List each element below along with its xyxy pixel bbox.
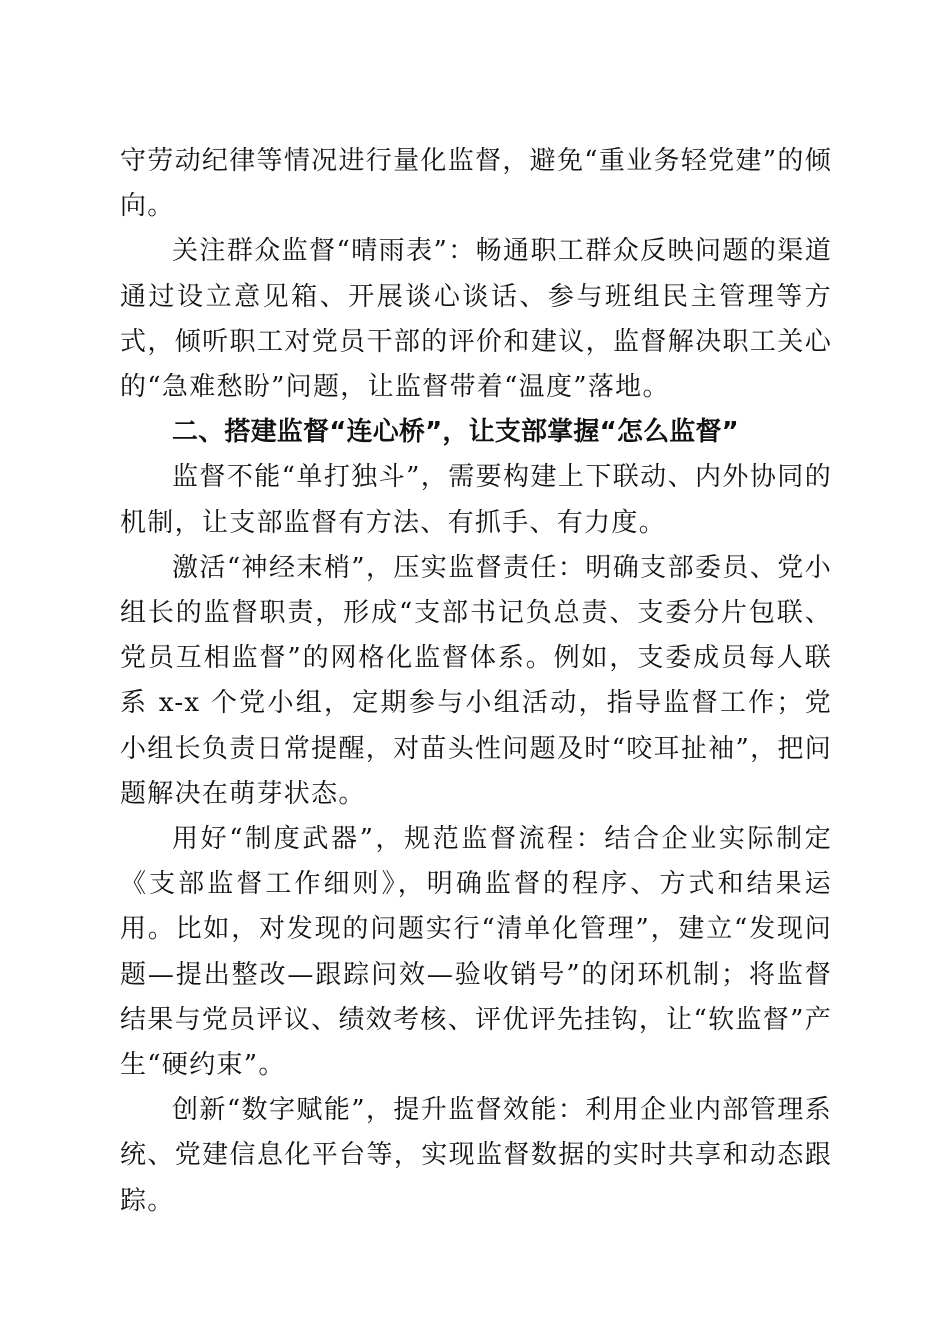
paragraph-mass-supervision: 关注群众监督“晴雨表”：畅通职工群众反映问题的渠道通过设立意见箱、开展谈心谈话、参与班组民主管理等方式，倾听职工对党员干部的评价和建议，监督解决职工关心的“急难愁盼”问题，让监督带着“温度”落地。 — [120, 236, 832, 403]
paragraph-responsibility: 激活“神经末梢”，压实监督责任：明确支部委员、党小组长的监督职责，形成“支部书记负总责、支委分片包联、党员互相监督”的网格化监督体系。例如，支委成员每人联系 x-x 个党小组，定期参与小组活动，指导监督工作；党小组长负责日常提醒，对苗头性问题及时“咬耳扯袖”，把问题解决在萌芽状态。 — [120, 552, 832, 809]
document-body — [120, 139, 832, 1224]
paragraph-institution: 用好“制度武器”，规范监督流程：结合企业实际制定《支部监督工作细则》，明确监督的程序、方式和结果运用。比如，对发现的问题实行“清单化管理”，建立“发现问题—提出整改—跟踪问效—验收销号”的闭环机制；将监督结果与党员评议、绩效考核、评优评先挂钩，让“软监督”产生“硬约束”。 — [120, 824, 832, 1081]
paragraph-intro: 监督不能“单打独斗”，需要构建上下联动、内外协同的机制，让支部监督有方法、有抓手、有力度。 — [120, 462, 832, 538]
section-heading-2: 二、搭建监督“连心桥”，让支部掌握“怎么监督” — [172, 417, 739, 448]
paragraph-digital: 创新“数字赋能”，提升监督效能：利用企业内部管理系统、党建信息化平台等，实现监督数据的实时共享和动态跟踪。 — [120, 1095, 832, 1216]
paragraph-continuation: 守劳动纪律等情况进行量化监督，避免“重业务轻党建”的倾向。 — [120, 146, 832, 222]
